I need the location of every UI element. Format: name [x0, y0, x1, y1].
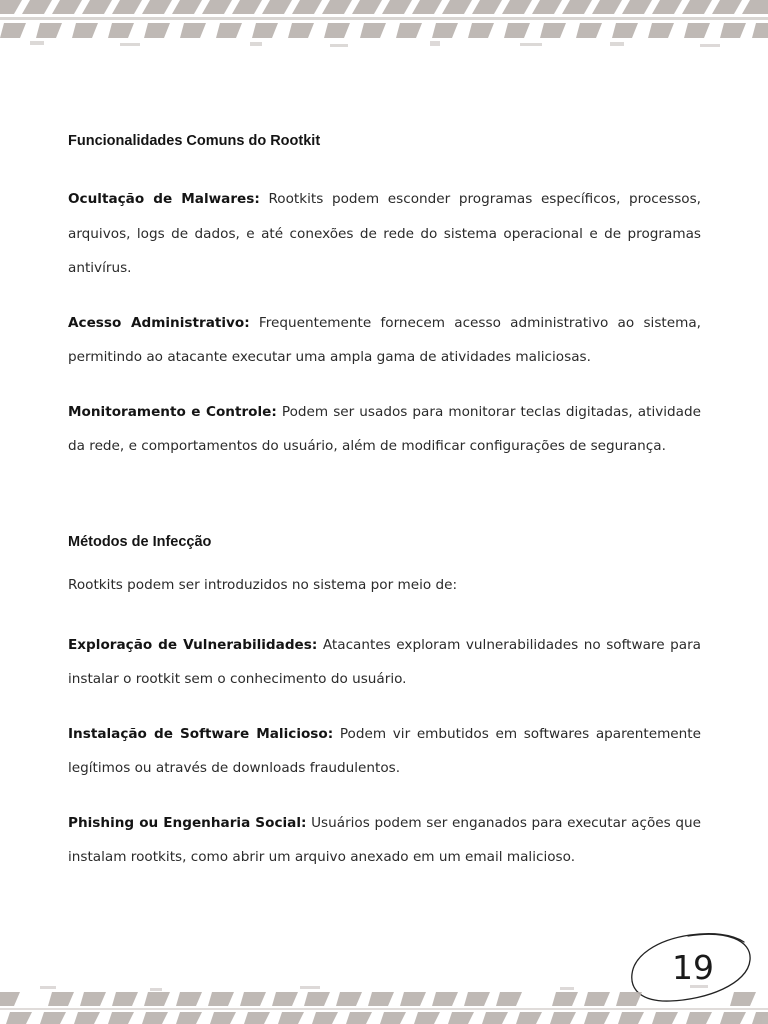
term-description: Usuários podem ser enganados para executar ações que instalam rootkits, como abrir um arquivo anexado em um email malicioso.	[68, 814, 701, 865]
tire-track-top-icon	[0, 0, 768, 52]
term-description: Frequentemente fornecem acesso administrativo ao sistema, permitindo ao atacante executar uma ampla gama de atividades maliciosas.	[68, 314, 701, 365]
tire-track-bottom-icon	[0, 984, 768, 1024]
paragraph-phishing	[68, 806, 701, 875]
term-label: Phishing ou Engenharia Social:	[68, 814, 307, 831]
term-label: Acesso Administrativo:	[68, 314, 250, 331]
section-heading-functionalities: Funcionalidades Comuns do Rootkit	[68, 133, 321, 149]
paragraph-monitoring-control	[68, 395, 701, 464]
paragraph-malicious-software	[68, 717, 701, 786]
section-heading-infection-methods: Métodos de Infecção	[68, 533, 212, 550]
paragraph-vulnerability-exploitation	[68, 628, 701, 697]
paragraph-hiding-malware	[68, 182, 701, 286]
section-intro: Rootkits podem ser introduzidos no sistema por meio de:	[68, 576, 458, 593]
term-label: Ocultação de Malwares:	[68, 191, 260, 207]
term-description: Atacantes exploram vulnerabilidades no software para instalar o rootkit sem o conhecimento do usuário.	[68, 636, 701, 687]
term-description: Rootkits podem esconder programas específicos, processos, arquivos, logs de dados, e até conexões de rede do sistema operacional e de programas antivírus.	[68, 191, 701, 276]
term-label: Instalação de Software Malicioso:	[68, 725, 334, 742]
term-label: Exploração de Vulnerabilidades:	[68, 636, 318, 653]
page-content	[68, 131, 701, 875]
term-description: Podem ser usados para monitorar teclas digitadas, atividade da rede, e comportamentos do usuário, além de modificar configurações de segurança.	[68, 403, 701, 454]
paragraph-admin-access	[68, 306, 701, 375]
page-number: 19	[672, 947, 714, 987]
term-description: Podem vir embutidos em softwares aparentemente legítimos ou através de downloads fraudulentos.	[68, 725, 701, 776]
term-label: Monitoramento e Controle:	[68, 403, 277, 420]
